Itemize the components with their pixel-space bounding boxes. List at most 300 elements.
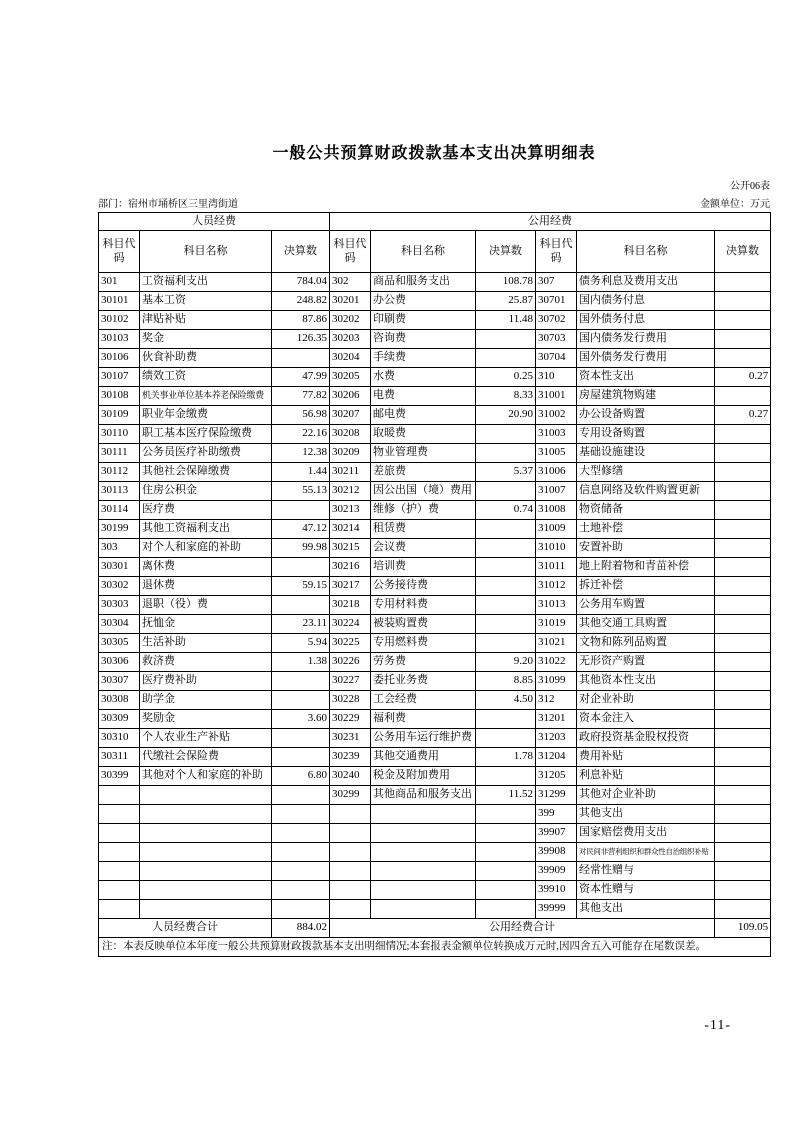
- subject-name-cell: [371, 805, 476, 824]
- subject-name-cell: 被装购置费: [371, 615, 476, 634]
- subject-name-cell: 福利费: [371, 710, 476, 729]
- subject-name-cell: 对企业补助: [577, 691, 715, 710]
- table-row: [99, 482, 771, 501]
- subject-name-cell: 公务用车购置: [577, 596, 715, 615]
- subject-code-cell: 31002: [536, 406, 577, 425]
- table-row: [99, 539, 771, 558]
- subject-name-cell: 取暖费: [371, 425, 476, 444]
- subject-name-cell: [140, 881, 272, 900]
- subject-code-cell: 312: [536, 691, 577, 710]
- subject-code-cell: [99, 843, 140, 862]
- subject-code-cell: 39909: [536, 862, 577, 881]
- subject-code-cell: 30216: [330, 558, 371, 577]
- subject-name-cell: 国家赔偿费用支出: [577, 824, 715, 843]
- amount-cell: [715, 672, 771, 691]
- amount-cell: [476, 824, 536, 843]
- document-page: [98, 140, 770, 957]
- subject-code-cell: 31205: [536, 767, 577, 786]
- amount-cell: 6.80: [272, 767, 330, 786]
- amount-cell: [476, 767, 536, 786]
- table-row: [99, 406, 771, 425]
- table-row: [99, 767, 771, 786]
- amount-cell: 0.27: [715, 406, 771, 425]
- subject-name-cell: 印刷费: [371, 311, 476, 330]
- page-number: -11-: [704, 1018, 731, 1033]
- amount-cell: [476, 482, 536, 501]
- subject-name-cell: [140, 843, 272, 862]
- subject-name-cell: 专用燃料费: [371, 634, 476, 653]
- amount-cell: 20.90: [476, 406, 536, 425]
- amount-cell: [715, 577, 771, 596]
- subject-name-cell: 退职（役）费: [140, 596, 272, 615]
- amount-cell: [715, 501, 771, 520]
- subject-name-cell: 抚恤金: [140, 615, 272, 634]
- form-code-label: 公开06表: [730, 181, 770, 192]
- amount-cell: [476, 862, 536, 881]
- subject-name-cell: 培训费: [371, 558, 476, 577]
- amount-cell: [272, 501, 330, 520]
- subject-code-cell: 30703: [536, 330, 577, 349]
- subject-code-cell: [99, 786, 140, 805]
- subject-code-cell: 30218: [330, 596, 371, 615]
- subject-code-cell: [330, 862, 371, 881]
- subject-name-cell: 安置补助: [577, 539, 715, 558]
- amount-cell: [715, 311, 771, 330]
- amount-cell: [715, 349, 771, 368]
- subject-name-cell: [140, 900, 272, 919]
- subject-code-cell: 31010: [536, 539, 577, 558]
- subject-name-cell: 公务用车运行维护费: [371, 729, 476, 748]
- amount-cell: [476, 881, 536, 900]
- amount-cell: [715, 805, 771, 824]
- subject-name-cell: [140, 805, 272, 824]
- subject-code-cell: 39910: [536, 881, 577, 900]
- subject-name-cell: 无形资产购置: [577, 653, 715, 672]
- subject-code-cell: 30302: [99, 577, 140, 596]
- subject-name-cell: 公务员医疗补助缴费: [140, 444, 272, 463]
- amount-cell: 9.20: [476, 653, 536, 672]
- amount-cell: 8.85: [476, 672, 536, 691]
- subject-code-cell: [330, 805, 371, 824]
- subject-name-cell: 医疗费补助: [140, 672, 272, 691]
- amount-cell: [476, 330, 536, 349]
- subject-code-cell: 31022: [536, 653, 577, 672]
- department-label: 部门：宿州市埇桥区三里湾街道: [98, 199, 238, 210]
- subject-code-cell: 31201: [536, 710, 577, 729]
- subject-name-cell: 政府投资基金股权投资: [577, 729, 715, 748]
- subject-code-cell: 30114: [99, 501, 140, 520]
- col-header-subject-name: 科目名称: [140, 231, 272, 273]
- subject-name-cell: 工会经费: [371, 691, 476, 710]
- subject-code-cell: 30307: [99, 672, 140, 691]
- subject-name-cell: 信息网络及软件购置更新: [577, 482, 715, 501]
- amount-cell: [272, 900, 330, 919]
- subject-code-cell: 39908: [536, 843, 577, 862]
- totals-row: [99, 919, 771, 938]
- subject-code-cell: 30102: [99, 311, 140, 330]
- subject-code-cell: 30227: [330, 672, 371, 691]
- subject-name-cell: 生活补助: [140, 634, 272, 653]
- table-row: [99, 577, 771, 596]
- subject-name-cell: 对民间非营利组织和群众性自治组织补贴: [577, 843, 715, 862]
- subject-code-cell: 39999: [536, 900, 577, 919]
- subject-name-cell: 伙食补助费: [140, 349, 272, 368]
- table-note: 注：本表反映单位本年度一般公共预算财政拨款基本支出明细情况;本套报表金额单位转换成万元时,因四舍五入可能存在尾数误差。: [99, 938, 771, 957]
- amount-cell: [272, 596, 330, 615]
- col-header-amount: 决算数: [476, 231, 536, 273]
- subject-name-cell: 职工基本医疗保险缴费: [140, 425, 272, 444]
- subject-name-cell: 对个人和家庭的补助: [140, 539, 272, 558]
- col-header-amount: 决算数: [715, 231, 771, 273]
- amount-cell: [715, 558, 771, 577]
- subject-code-cell: [99, 881, 140, 900]
- subject-name-cell: 费用补贴: [577, 748, 715, 767]
- amount-cell: 5.94: [272, 634, 330, 653]
- subject-name-cell: 邮电费: [371, 406, 476, 425]
- table-row: [99, 330, 771, 349]
- col-header-amount: 决算数: [272, 231, 330, 273]
- subject-name-cell: 专用材料费: [371, 596, 476, 615]
- subject-code-cell: 30208: [330, 425, 371, 444]
- subject-code-cell: 30217: [330, 577, 371, 596]
- subject-name-cell: 水费: [371, 368, 476, 387]
- subject-name-cell: 委托业务费: [371, 672, 476, 691]
- subject-name-cell: 个人农业生产补贴: [140, 729, 272, 748]
- subject-name-cell: 国外债务发行费用: [577, 349, 715, 368]
- amount-cell: 8.33: [476, 387, 536, 406]
- subject-name-cell: 文物和陈列品购置: [577, 634, 715, 653]
- meta-row: [98, 195, 770, 210]
- subject-code-cell: 30106: [99, 349, 140, 368]
- table-row: [99, 463, 771, 482]
- subject-code-cell: [330, 900, 371, 919]
- subject-name-cell: 机关事业单位基本养老保险缴费: [140, 387, 272, 406]
- amount-cell: 5.37: [476, 463, 536, 482]
- amount-cell: 0.25: [476, 368, 536, 387]
- amount-cell: [715, 615, 771, 634]
- subject-code-cell: 30101: [99, 292, 140, 311]
- amount-cell: [715, 824, 771, 843]
- table-row: [99, 748, 771, 767]
- amount-cell: [476, 729, 536, 748]
- subject-name-cell: 专用设备购置: [577, 425, 715, 444]
- subject-code-cell: 30702: [536, 311, 577, 330]
- subject-code-cell: 30108: [99, 387, 140, 406]
- subject-code-cell: 31019: [536, 615, 577, 634]
- col-header-subject-code: 科目代码: [99, 231, 140, 273]
- amount-cell: [715, 843, 771, 862]
- amount-cell: [272, 349, 330, 368]
- subject-code-cell: 30203: [330, 330, 371, 349]
- amount-cell: [715, 881, 771, 900]
- amount-cell: 248.82: [272, 292, 330, 311]
- subject-code-cell: 30214: [330, 520, 371, 539]
- amount-cell: [476, 349, 536, 368]
- amount-cell: 22.16: [272, 425, 330, 444]
- amount-cell: [272, 881, 330, 900]
- subject-code-cell: 30225: [330, 634, 371, 653]
- note-row: [99, 938, 771, 957]
- subject-name-cell: 拆迁补偿: [577, 577, 715, 596]
- subject-name-cell: 奖金: [140, 330, 272, 349]
- amount-cell: [715, 463, 771, 482]
- subject-name-cell: [140, 862, 272, 881]
- amount-cell: 784.04: [272, 273, 330, 292]
- amount-cell: [476, 425, 536, 444]
- subject-name-cell: 奖励金: [140, 710, 272, 729]
- amount-cell: [272, 862, 330, 881]
- subject-code-cell: 30224: [330, 615, 371, 634]
- amount-cell: 0.27: [715, 368, 771, 387]
- group-header-personnel: 人员经费: [99, 213, 330, 231]
- public-total-label: 公用经费合计: [330, 919, 715, 938]
- subject-name-cell: 工资福利支出: [140, 273, 272, 292]
- subject-code-cell: 303: [99, 539, 140, 558]
- amount-cell: 59.15: [272, 577, 330, 596]
- subject-name-cell: 国内债务付息: [577, 292, 715, 311]
- subject-code-cell: 30204: [330, 349, 371, 368]
- amount-cell: [715, 710, 771, 729]
- table-row: [99, 387, 771, 406]
- subject-code-cell: 30231: [330, 729, 371, 748]
- subject-name-cell: 其他支出: [577, 805, 715, 824]
- subject-name-cell: 办公费: [371, 292, 476, 311]
- subject-name-cell: 津贴补贴: [140, 311, 272, 330]
- subject-code-cell: 30207: [330, 406, 371, 425]
- subject-code-cell: 31203: [536, 729, 577, 748]
- subject-name-cell: 维修（护）费: [371, 501, 476, 520]
- subject-name-cell: 职业年金缴费: [140, 406, 272, 425]
- subject-code-cell: 30311: [99, 748, 140, 767]
- subject-code-cell: 31012: [536, 577, 577, 596]
- subject-name-cell: 利息补贴: [577, 767, 715, 786]
- subject-code-cell: 31204: [536, 748, 577, 767]
- subject-code-cell: 30209: [330, 444, 371, 463]
- subject-code-cell: 31021: [536, 634, 577, 653]
- subject-code-cell: 30299: [330, 786, 371, 805]
- subject-code-cell: 39907: [536, 824, 577, 843]
- column-header-row: [99, 231, 771, 273]
- amount-cell: [476, 539, 536, 558]
- subject-name-cell: 国内债务发行费用: [577, 330, 715, 349]
- subject-code-cell: [99, 862, 140, 881]
- amount-unit-label: 金额单位：万元: [700, 199, 770, 210]
- subject-code-cell: 302: [330, 273, 371, 292]
- subject-name-cell: 基础设施建设: [577, 444, 715, 463]
- table-row: [99, 273, 771, 292]
- subject-code-cell: 30111: [99, 444, 140, 463]
- subject-code-cell: 31003: [536, 425, 577, 444]
- subject-code-cell: 30303: [99, 596, 140, 615]
- personnel-total-label: 人员经费合计: [99, 919, 272, 938]
- subject-code-cell: 31008: [536, 501, 577, 520]
- subject-name-cell: 其他对企业补助: [577, 786, 715, 805]
- subject-code-cell: 31009: [536, 520, 577, 539]
- subject-code-cell: 30199: [99, 520, 140, 539]
- subject-name-cell: [371, 881, 476, 900]
- subject-code-cell: 30228: [330, 691, 371, 710]
- public-total-value: 109.05: [715, 919, 771, 938]
- amount-cell: [715, 444, 771, 463]
- amount-cell: [272, 748, 330, 767]
- table-row: [99, 634, 771, 653]
- subject-code-cell: 30399: [99, 767, 140, 786]
- amount-cell: [272, 843, 330, 862]
- table-row: [99, 349, 771, 368]
- amount-cell: [476, 577, 536, 596]
- amount-cell: [272, 729, 330, 748]
- subject-name-cell: 住房公积金: [140, 482, 272, 501]
- subject-code-cell: 30301: [99, 558, 140, 577]
- table-row: [99, 520, 771, 539]
- group-header-public: 公用经费: [330, 213, 771, 231]
- table-row: [99, 653, 771, 672]
- subject-name-cell: [371, 862, 476, 881]
- subject-name-cell: 国外债务付息: [577, 311, 715, 330]
- subject-code-cell: 30239: [330, 748, 371, 767]
- subject-name-cell: 办公设备购置: [577, 406, 715, 425]
- amount-cell: [476, 900, 536, 919]
- subject-code-cell: 30213: [330, 501, 371, 520]
- amount-cell: [715, 862, 771, 881]
- amount-cell: 47.12: [272, 520, 330, 539]
- table-row: [99, 881, 771, 900]
- subject-code-cell: 301: [99, 273, 140, 292]
- subject-code-cell: 30202: [330, 311, 371, 330]
- amount-cell: 56.98: [272, 406, 330, 425]
- subject-name-cell: [140, 824, 272, 843]
- table-row: [99, 786, 771, 805]
- page-title: 一般公共预算财政拨款基本支出决算明细表: [272, 145, 596, 162]
- subject-name-cell: 房屋建筑物购建: [577, 387, 715, 406]
- subject-code-cell: 30112: [99, 463, 140, 482]
- subject-code-cell: 31011: [536, 558, 577, 577]
- subject-code-cell: 30310: [99, 729, 140, 748]
- table-row: [99, 615, 771, 634]
- amount-cell: [715, 539, 771, 558]
- amount-cell: [715, 330, 771, 349]
- amount-cell: [476, 615, 536, 634]
- subject-name-cell: 劳务费: [371, 653, 476, 672]
- subject-name-cell: 因公出国（境）费用: [371, 482, 476, 501]
- amount-cell: [272, 824, 330, 843]
- table-row: [99, 501, 771, 520]
- subject-code-cell: 30229: [330, 710, 371, 729]
- subject-name-cell: 电费: [371, 387, 476, 406]
- subject-code-cell: 31005: [536, 444, 577, 463]
- subject-name-cell: 税金及附加费用: [371, 767, 476, 786]
- subject-code-cell: 307: [536, 273, 577, 292]
- table-row: [99, 900, 771, 919]
- subject-code-cell: [99, 900, 140, 919]
- table-row: [99, 596, 771, 615]
- subject-code-cell: [330, 824, 371, 843]
- table-row: [99, 444, 771, 463]
- table-row: [99, 710, 771, 729]
- subject-name-cell: 离休费: [140, 558, 272, 577]
- subject-code-cell: 31007: [536, 482, 577, 501]
- table-row: [99, 805, 771, 824]
- subject-name-cell: [371, 824, 476, 843]
- amount-cell: [715, 634, 771, 653]
- table-row: [99, 672, 771, 691]
- subject-code-cell: 30309: [99, 710, 140, 729]
- amount-cell: [715, 596, 771, 615]
- col-header-subject-code: 科目代码: [330, 231, 371, 273]
- subject-name-cell: 其他资本性支出: [577, 672, 715, 691]
- amount-cell: [476, 710, 536, 729]
- subject-name-cell: 资本性赠与: [577, 881, 715, 900]
- personnel-total-value: 884.02: [272, 919, 330, 938]
- amount-cell: [476, 805, 536, 824]
- subject-name-cell: 物业管理费: [371, 444, 476, 463]
- amount-cell: [715, 425, 771, 444]
- subject-code-cell: 30206: [330, 387, 371, 406]
- amount-cell: [476, 444, 536, 463]
- subject-name-cell: 土地补偿: [577, 520, 715, 539]
- subject-name-cell: 其他交通费用: [371, 748, 476, 767]
- col-header-subject-code: 科目代码: [536, 231, 577, 273]
- amount-cell: [715, 748, 771, 767]
- col-header-subject-name: 科目名称: [371, 231, 476, 273]
- subject-name-cell: 其他商品和服务支出: [371, 786, 476, 805]
- subject-name-cell: 其他工资福利支出: [140, 520, 272, 539]
- col-header-subject-name: 科目名称: [577, 231, 715, 273]
- amount-cell: 55.13: [272, 482, 330, 501]
- amount-cell: [476, 520, 536, 539]
- subject-code-cell: [330, 843, 371, 862]
- subject-name-cell: [140, 786, 272, 805]
- subject-code-cell: 31013: [536, 596, 577, 615]
- subject-code-cell: 30109: [99, 406, 140, 425]
- amount-cell: [476, 596, 536, 615]
- subject-name-cell: 医疗费: [140, 501, 272, 520]
- amount-cell: 1.38: [272, 653, 330, 672]
- subject-name-cell: 绩效工资: [140, 368, 272, 387]
- amount-cell: [476, 558, 536, 577]
- amount-cell: [715, 691, 771, 710]
- amount-cell: 11.48: [476, 311, 536, 330]
- subject-code-cell: 30701: [536, 292, 577, 311]
- subject-name-cell: 其他支出: [577, 900, 715, 919]
- amount-cell: 0.74: [476, 501, 536, 520]
- amount-cell: [715, 292, 771, 311]
- subject-name-cell: [371, 843, 476, 862]
- amount-cell: [715, 520, 771, 539]
- subject-code-cell: 30113: [99, 482, 140, 501]
- amount-cell: [715, 273, 771, 292]
- subject-code-cell: 31099: [536, 672, 577, 691]
- subject-name-cell: 基本工资: [140, 292, 272, 311]
- subject-code-cell: 30304: [99, 615, 140, 634]
- subject-name-cell: 租赁费: [371, 520, 476, 539]
- subject-name-cell: 代缴社会保险费: [140, 748, 272, 767]
- subject-code-cell: [99, 805, 140, 824]
- subject-code-cell: 30226: [330, 653, 371, 672]
- subject-code-cell: 30305: [99, 634, 140, 653]
- subject-code-cell: 30201: [330, 292, 371, 311]
- amount-cell: [715, 900, 771, 919]
- amount-cell: 25.87: [476, 292, 536, 311]
- subject-code-cell: [330, 881, 371, 900]
- subject-name-cell: 其他社会保障缴费: [140, 463, 272, 482]
- amount-cell: 87.86: [272, 311, 330, 330]
- subject-name-cell: 助学金: [140, 691, 272, 710]
- amount-cell: 3.60: [272, 710, 330, 729]
- amount-cell: 1.78: [476, 748, 536, 767]
- amount-cell: 47.99: [272, 368, 330, 387]
- amount-cell: [715, 387, 771, 406]
